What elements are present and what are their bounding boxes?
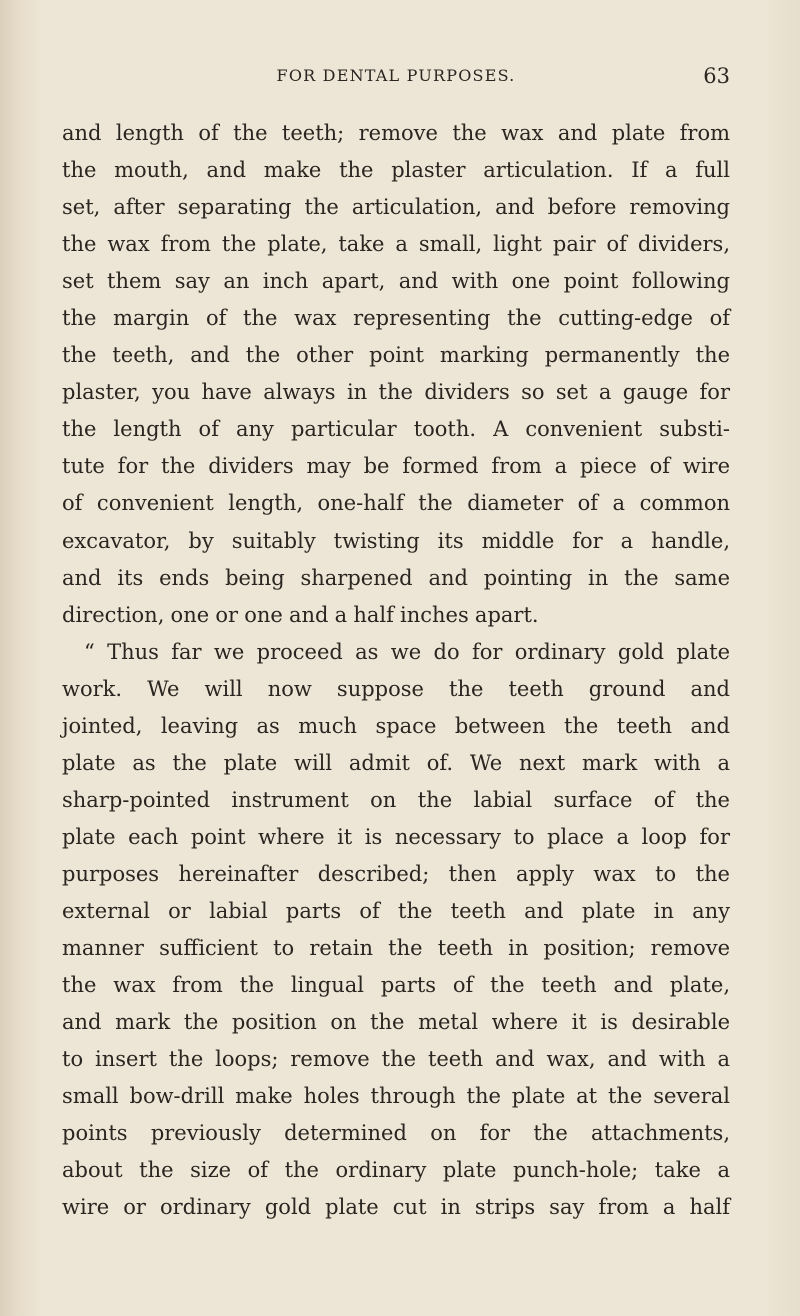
text-line: and its ends being sharpened and pointing in the same bbox=[62, 565, 730, 590]
text-line: small bow-drill make holes through the plate at the several bbox=[62, 1084, 730, 1109]
text-line: the wax from the lingual parts of the teeth and plate, bbox=[62, 973, 730, 998]
text-line: external or labial parts of the teeth and plate in any bbox=[62, 898, 730, 923]
text-line: and length of the teeth; remove the wax and plate from bbox=[62, 121, 730, 145]
text-line: tute for the dividers may be formed from a piece of wire bbox=[62, 454, 730, 479]
text-line: the mouth, and make the plaster articulation. If a full bbox=[62, 158, 730, 183]
text-line: purposes hereinafter described; then apply wax to the bbox=[62, 861, 730, 886]
text-line: the length of any particular tooth. A convenient substi- bbox=[62, 417, 730, 442]
text-line: jointed, leaving as much space between the teeth and bbox=[62, 713, 730, 738]
paragraph-end-line: direction, one or one and a half inches apart. bbox=[62, 602, 539, 627]
text-line: the wax from the plate, take a small, light pair of dividers, bbox=[62, 232, 730, 257]
page-number: 63 bbox=[703, 64, 730, 88]
text-line: set, after separating the articulation, and before removing bbox=[62, 195, 730, 220]
text-line: the teeth, and the other point marking permanently the bbox=[62, 343, 730, 368]
text-line: to insert the loops; remove the teeth and wax, and with a bbox=[62, 1047, 730, 1072]
text-line: and mark the position on the metal where it is desirable bbox=[62, 1010, 730, 1035]
body-text bbox=[62, 115, 730, 1226]
text-line: plaster, you have always in the dividers so set a gauge for bbox=[62, 380, 730, 405]
text-line: the margin of the wax representing the cutting-edge of bbox=[62, 306, 730, 331]
running-head bbox=[62, 62, 730, 92]
text-line: plate each point where it is necessary to place a loop for bbox=[62, 824, 730, 849]
text-line: plate as the plate will admit of. We next mark with a bbox=[62, 750, 730, 775]
text-line: points previously determined on for the attachments, bbox=[62, 1121, 730, 1146]
running-head-title: FOR DENTAL PURPOSES. bbox=[276, 66, 516, 85]
text-line: manner sufficient to retain the teeth in position; remove bbox=[62, 936, 730, 961]
text-line: of convenient length, one-half the diameter of a common bbox=[62, 491, 730, 516]
text-line: set them say an inch apart, and with one point following bbox=[62, 269, 730, 294]
text-line: sharp-pointed instrument on the labial surface of the bbox=[62, 787, 730, 812]
paragraph-start-line: “ Thus far we proceed as we do for ordinary gold plate bbox=[84, 639, 730, 664]
text-line: about the size of the ordinary plate punch-hole; take a bbox=[62, 1158, 730, 1183]
text-line: work. We will now suppose the teeth ground and bbox=[62, 676, 730, 701]
text-line: excavator, by suitably twisting its middle for a handle, bbox=[62, 528, 730, 553]
text-line: wire or ordinary gold plate cut in strips say from a half bbox=[62, 1195, 730, 1220]
